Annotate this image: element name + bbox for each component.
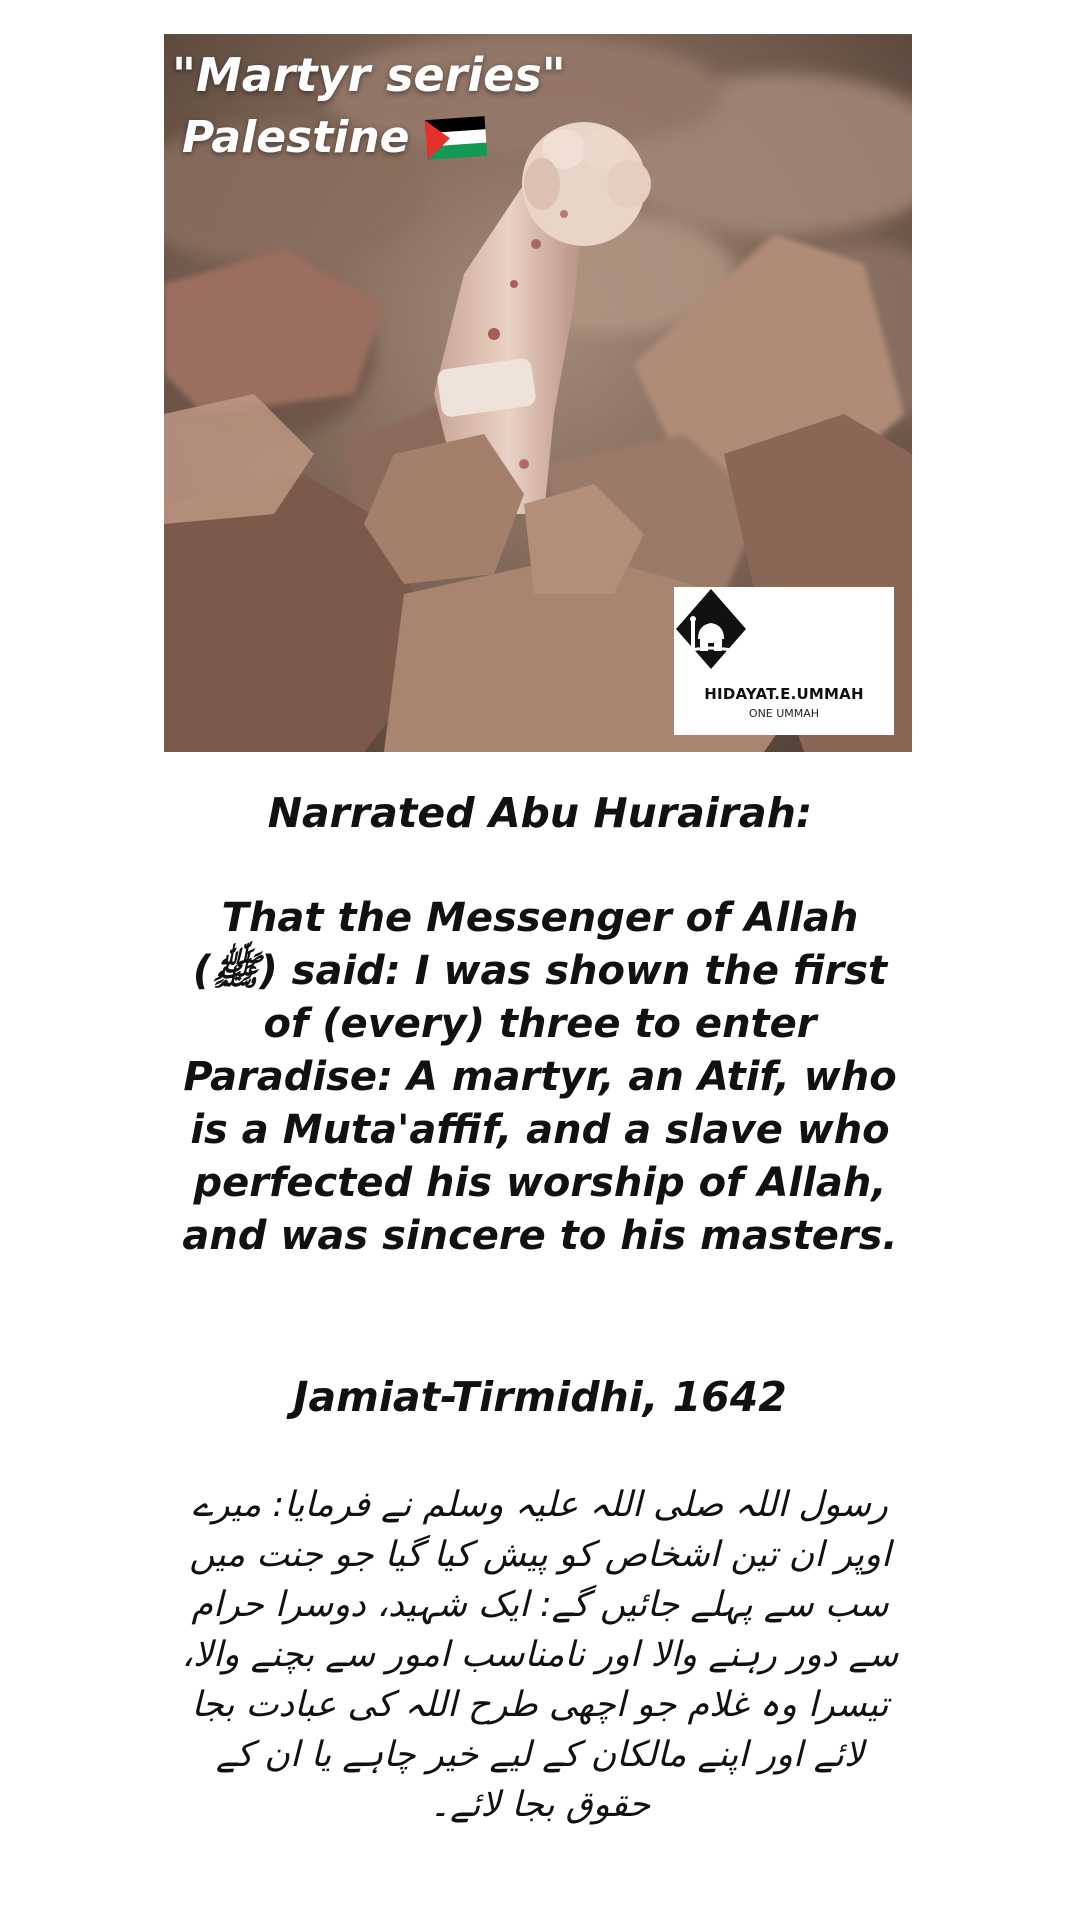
series-title: "Martyr series" bbox=[172, 48, 566, 102]
mosque-diamond-icon bbox=[674, 587, 748, 677]
series-subtitle-label: Palestine bbox=[182, 112, 410, 163]
hadith-reference: Jamiat-Tirmidhi, 1642 bbox=[293, 1373, 787, 1421]
brand-logo bbox=[674, 587, 894, 735]
post-image bbox=[164, 34, 912, 752]
hadith-english-text: That the Messenger of Allah (ﷺ) said: I was shown the first of (every) three to enter Paradise: A martyr, an Atif, who is a Muta'affif, and a slave who perfected his worship of Allah, and was sincere to his masters. bbox=[182, 895, 898, 1259]
brand-tagline: ONE UMMAH bbox=[748, 707, 820, 720]
brand-name: HIDAYAT.E.UMMAH bbox=[704, 685, 864, 703]
series-subtitle bbox=[182, 108, 486, 168]
hadith-urdu-text: رسول اللہ صلی اللہ علیہ وسلم نے فرمایا: میرے اوپر ان تین اشخاص کو پیش کیا گیا جو جنت میں سب سے پہلے جائیں گے: ایک شہید، دوسرا حرام سے دور رہنے والا اور نامناسب امور سے بچنے والا، تیسرا وہ غلام جو اچھی طرح اللہ کی عبادت بجا لائے اور اپنے مالکان کے لیے خیر چاہے یا ان کے حقوق بجا لائے۔ bbox=[181, 1485, 899, 1825]
palestine-flag-icon bbox=[424, 116, 487, 160]
narrator-line: Narrated Abu Hurairah: bbox=[267, 789, 813, 837]
